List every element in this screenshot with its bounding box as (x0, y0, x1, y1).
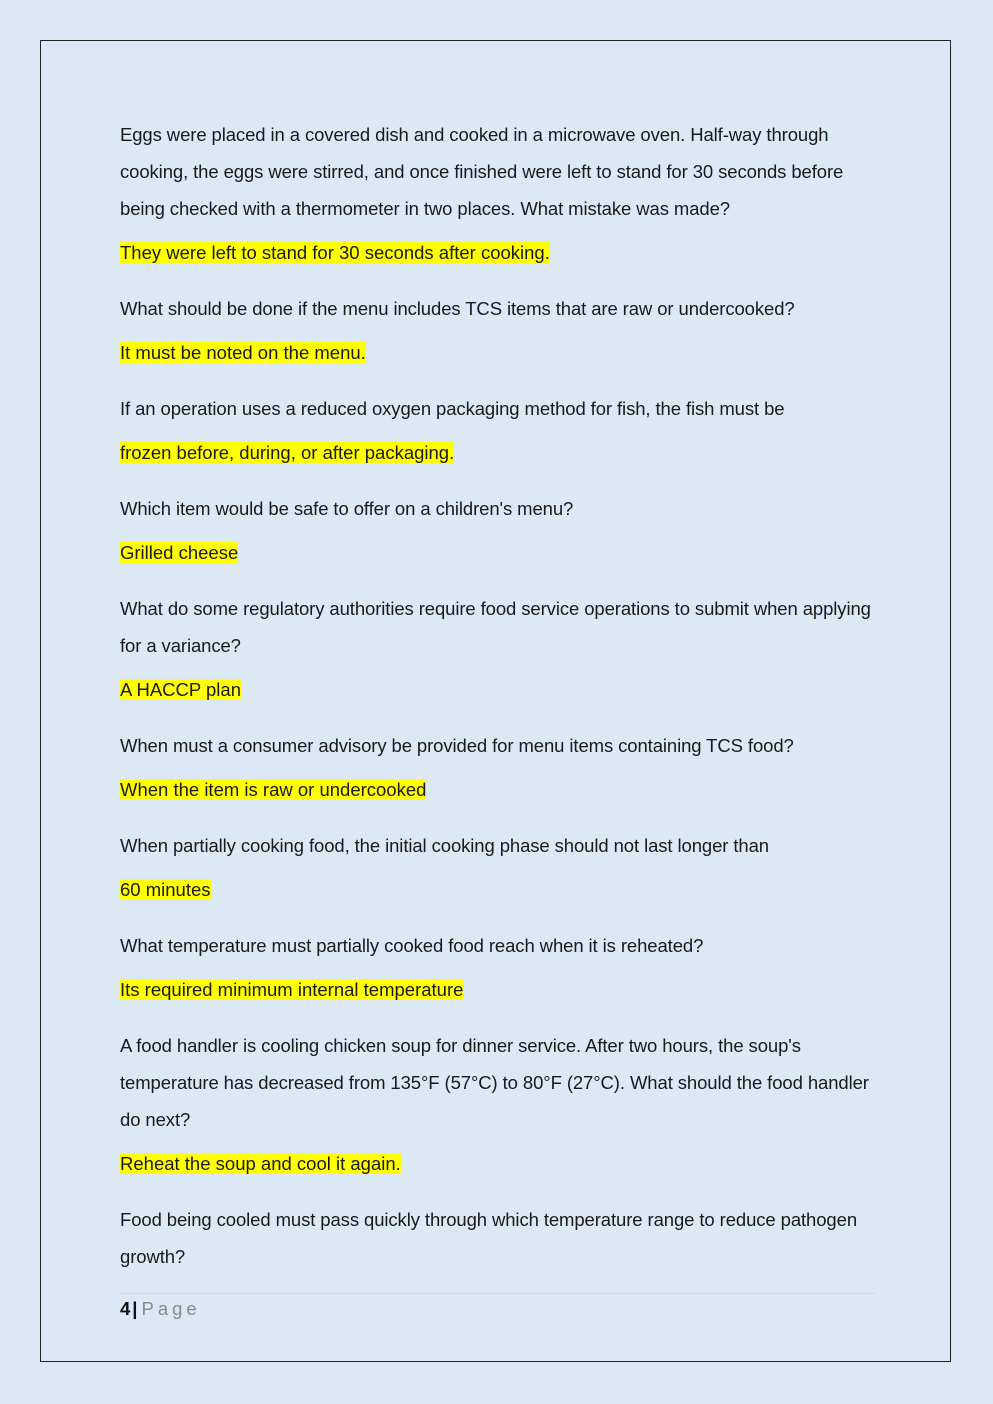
page-footer (120, 1293, 875, 1322)
question-9: A food handler is cooling chicken soup for dinner service. After two hours, the soup's temperature has decreased from 135°F (57°C) to 80°F (27°C). What should the food handler do next? (120, 1035, 869, 1130)
question-5: What do some regulatory authorities require food service operations to submit when applying for a variance? (120, 598, 871, 656)
question-7: When partially cooking food, the initial cooking phase should not last longer than (120, 835, 769, 856)
answer-6 (120, 777, 880, 803)
answer-highlight: They were left to stand for 30 seconds after cooking. (120, 242, 550, 263)
question-4: Which item would be safe to offer on a children's menu? (120, 498, 574, 519)
answer-highlight: When the item is raw or undercooked (120, 779, 427, 800)
answer-highlight: 60 minutes (120, 879, 211, 900)
answer-highlight: A HACCP plan (120, 679, 241, 700)
question-3: If an operation uses a reduced oxygen packaging method for fish, the fish must be (120, 398, 785, 419)
answer-8 (120, 977, 880, 1003)
question-2: What should be done if the menu includes TCS items that are raw or undercooked? (120, 298, 795, 319)
answer-2 (120, 340, 880, 366)
question-10: Food being cooled must pass quickly through which temperature range to reduce pathogen growth? (120, 1209, 858, 1267)
answer-highlight: Reheat the soup and cool it again. (120, 1153, 401, 1174)
answer-4 (120, 540, 880, 566)
page-number: 4 (120, 1298, 131, 1319)
answer-highlight: Grilled cheese (120, 542, 239, 563)
answer-highlight: frozen before, during, or after packaging. (120, 442, 455, 463)
question-6: When must a consumer advisory be provided for menu items containing TCS food? (120, 735, 794, 756)
answer-highlight: Its required minimum internal temperature (120, 979, 464, 1000)
document-body (120, 116, 880, 1288)
answer-3 (120, 440, 880, 466)
answer-5 (120, 677, 880, 703)
answer-7 (120, 877, 880, 903)
footer-separator: | (132, 1298, 138, 1319)
question-8: What temperature must partially cooked food reach when it is reheated? (120, 935, 704, 956)
page-label: Page (141, 1298, 201, 1319)
question-1: Eggs were placed in a covered dish and cooked in a microwave oven. Half-way through cooking, the eggs were stirred, and once finished were left to stand for 30 seconds before being checked with a thermometer in two places. What mistake was made? (120, 124, 844, 219)
answer-9 (120, 1151, 880, 1177)
answer-highlight: It must be noted on the menu. (120, 342, 366, 363)
answer-1 (120, 240, 880, 266)
